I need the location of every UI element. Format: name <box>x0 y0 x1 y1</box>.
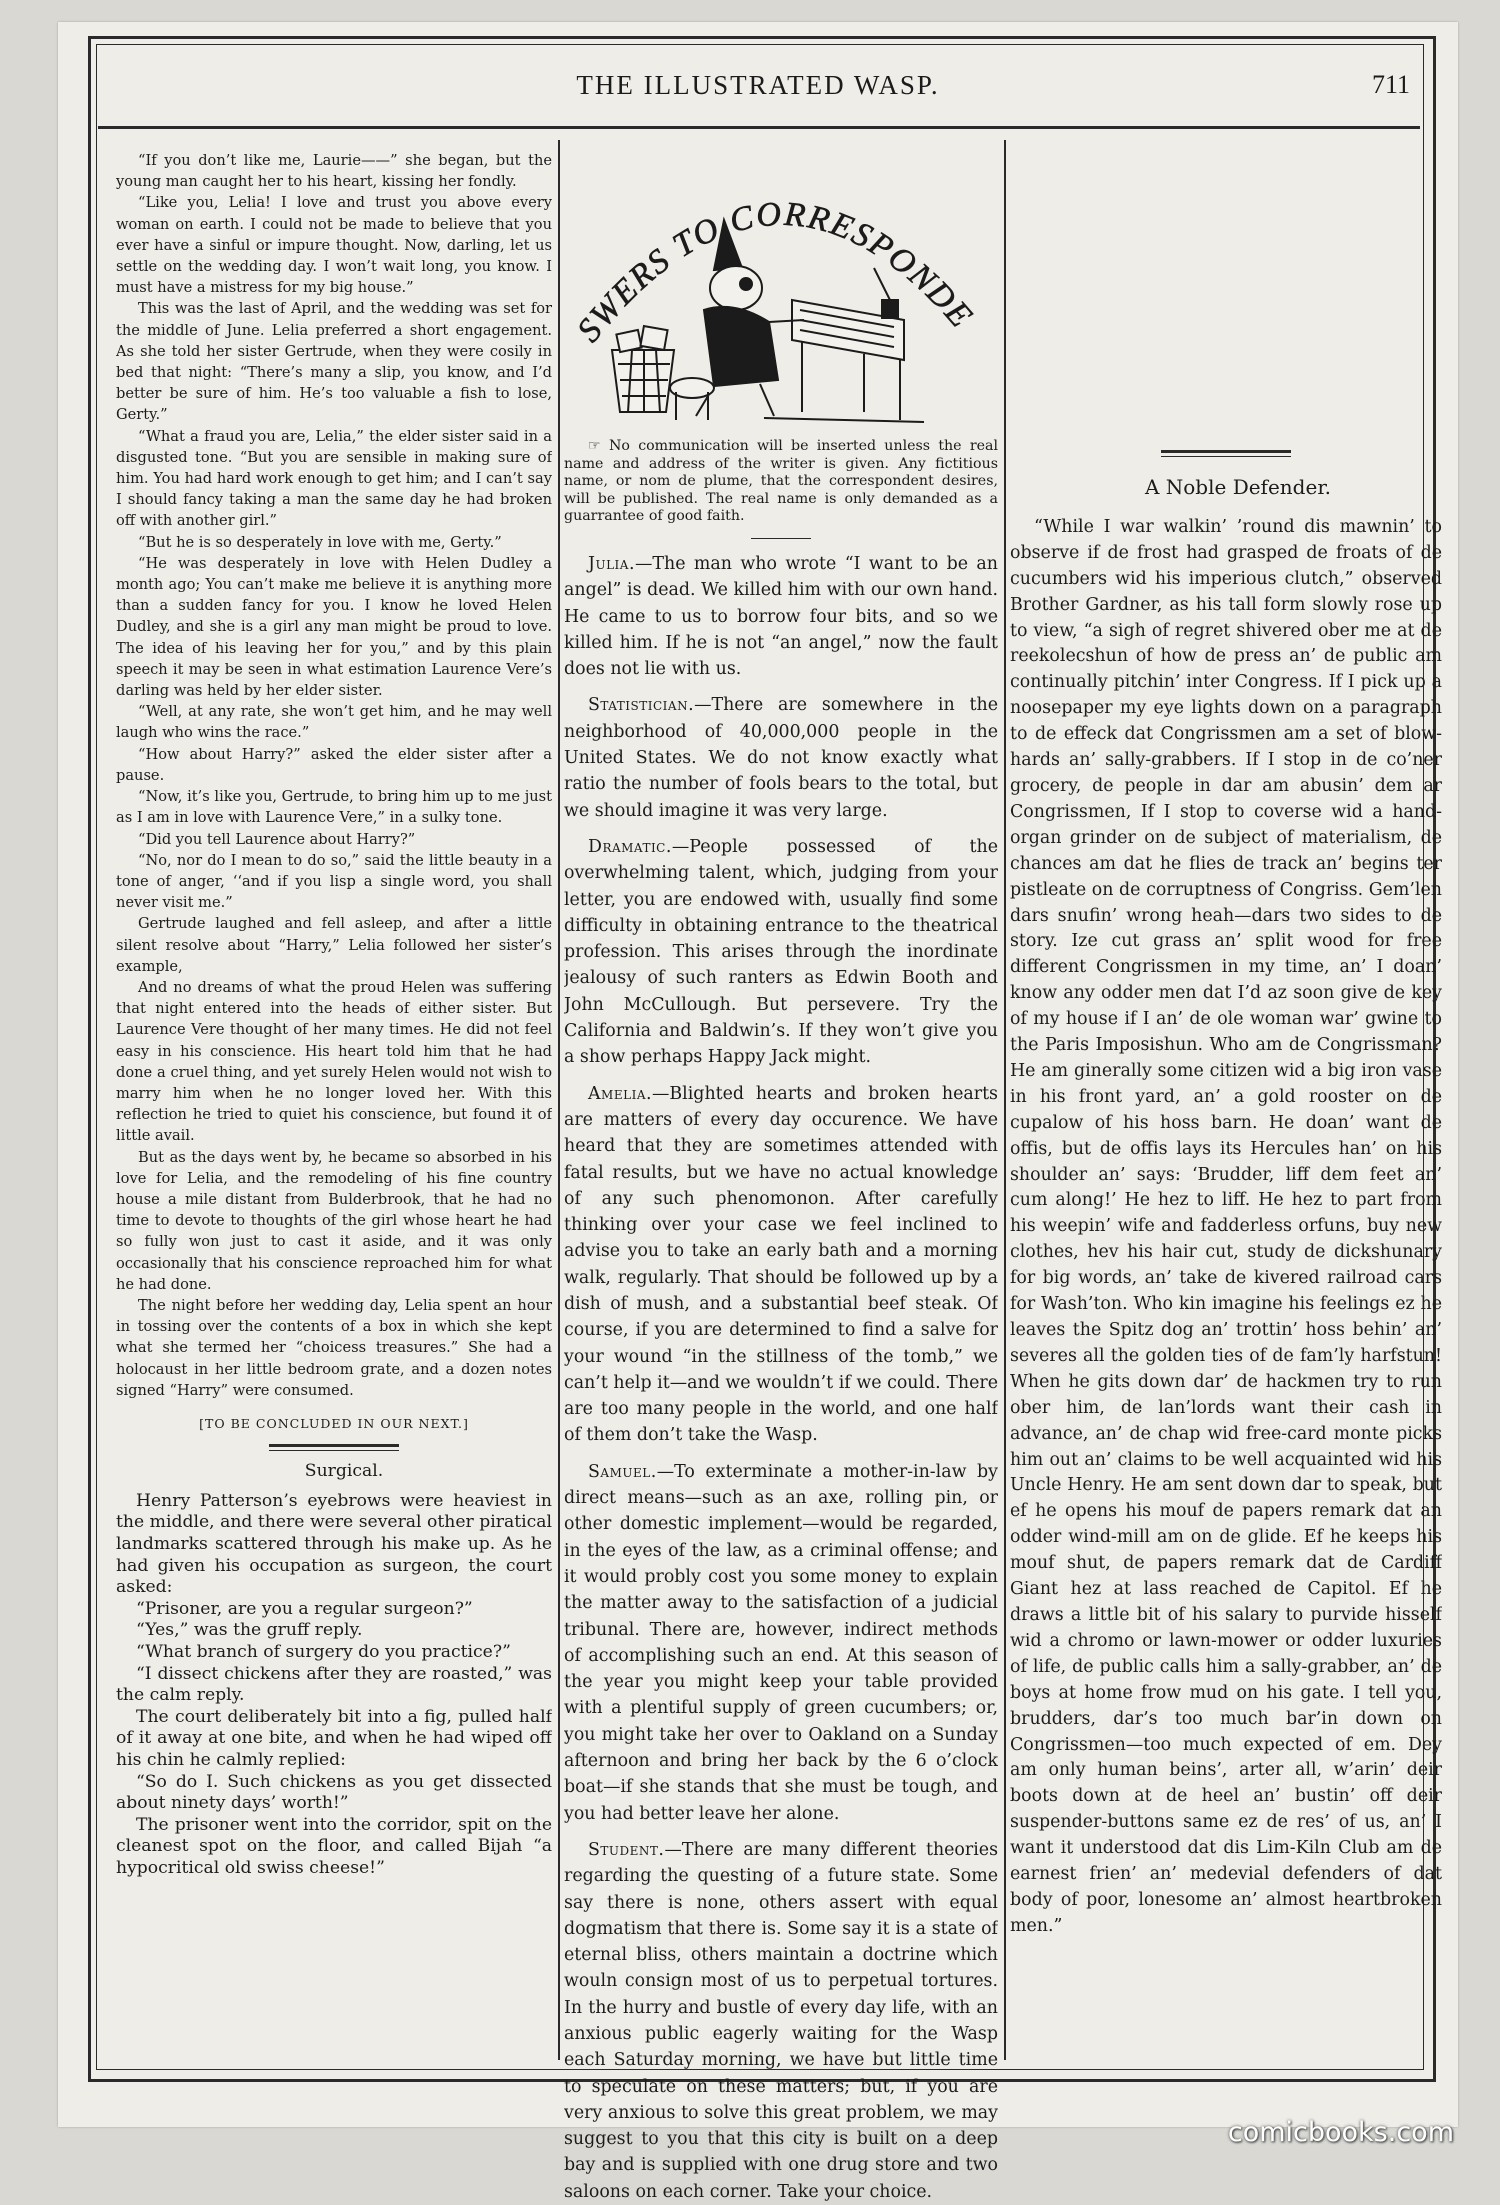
article-paragraph: “While I war walkin’ ’round dis mawnin’ to observe if de frost had grasped de froats of de cucumbers wid his imperious clutch,” observed Brother Gardner, as his tall form slowly rose up to view, “a sigh of regret shivered ober me at de reekolecshun of how de press an’ de public am continually pitchin’ inter Congress. If I pick up a noosepaper my eye lights down on a paragraph to de effeck dat Congrissmen am a set of blow-hards an’ sally-grabbers. If I stop in de co’ner grocery, de people in dar am abusin’ dem ar Congrissmen, If I stop to coverse wid a hand-organ grinder on de subject of materialism, de chances am dat he flies de track an’ begins ter pistleate on de corruptness of Congriss. Gem’len dars snufin’ wrong heah—dars two sides to de story. Ize cut grass an’ split wood for free different Congrissmen in my time, an’ I doan’ know any odder men dat I’d az soon give de key of my house if I an’ de ole woman war’ gwine to the Paris Imposishun. Who am de Congrissman? He am ginerally some citizen wid a big iron vase in his front yard, an’ a gold rooster on de cupalow of his hoss barn. He doan’ want de offis, but de offis lays its Hercules han’ on his shoulder an’ says: ‘Brudder, liff dem feet an’ cum along!’ He hez to liff. He hez to part from his weepin’ wife and fadderless orfuns, buy new clothes, hev his hair cut, study de dickshunary for big words, an’ take de kivered railroad cars for Wash’ton. Who kin imagine his feelings ez he leaves the Spitz dog an’ trottin’ hoss behin’ an’ severes all the golden ties of de fam’ly harfstun! When he gits down dar’ de hackmen try to run ober him, de lan’lords want their cash in advance, an’ de chap wid free-card monte picks him out an’ claims to be well acquainted wid his Uncle Henry. He am sent down dar to speak, but ef he opens his mouf de papers remark dat an odder wind-mill am on de glide. Ef he keeps his mouf shut, de papers remark dat de Cardiff Giant hez at lass reached de Capitol. Ef he draws a little bit of his salary to purvide hisself wid a chromo or lawn-mower or odder luxuries of life, de public calls him a sally-grabber, an’ de boys at home frow mud on his gate. I tell you, brudders, dar’s too much bar’in down on Congrissmen—too much expected of em. Dey am only human beins’, arter all, w’arin’ deir boots down at de heel an’ bustin’ off deir suspender-buttons same ez de res’ of us, an’ I want it understood dat dis Lim-Kiln Club am de earnest frien’ an’ medevial defenders of dat body of poor, lonesome an’ almost heartbroken men.” <box>1010 515 1442 1940</box>
correspondent-name: Julia. <box>588 554 635 574</box>
page-number: 711 <box>1372 70 1410 100</box>
story-paragraph: Gertrude laughed and fell asleep, and after a little silent resolve about “Harry,” Lelia followed her sister’s example, <box>116 913 552 977</box>
header-rule <box>98 126 1420 129</box>
answer-entry <box>564 551 998 682</box>
column-left <box>116 150 552 1879</box>
story-paragraph: “Like you, Lelia! I love and trust you above every woman on earth. I could not be made to believe that you ever have a sinful or impure thought. Now, darling, let us settle on the wedding day. I won’t wait long, you know. I must have a mistress for my big house.” <box>116 192 552 298</box>
column-right <box>1010 150 1442 1940</box>
answers-notice: ☞ No communication will be inserted unless the real name and address of the writer is given. Any fictitious name, or nom de plume, that the correspondent desires, will be published. The real name is only demanded as a guarrantee of good faith. <box>564 438 998 526</box>
story-paragraph: And no dreams of what the proud Helen was suffering that night entered into the heads of either sister. But Laurence Vere thought of her many times. He did not feel easy in his conscience. His heart told him that he had done a cruel thing, and yet surely Helen would not wish to marry him when he no longer loved her. With this reflection he tried to quiet his conscience, but found it of little avail. <box>116 977 552 1147</box>
article-heading: Surgical. <box>116 1461 552 1483</box>
banner-title: SWERS TO CORRESPONDE <box>564 150 980 349</box>
waste-basket-icon <box>612 326 674 412</box>
section-rule <box>269 1444 399 1451</box>
newspaper-page <box>58 22 1458 2127</box>
answer-entry <box>564 692 998 823</box>
story-paragraph: “He was desperately in love with Helen Dudley a month ago; You can’t make me believe it is anything more than a sudden fancy for you. I know he loved Helen Dudley, and she is a girl any man might be proud to love. The idea of his leaving her for you,” and by this plain speech it may be seen in what estimation Laurence Vere’s darling was held by her elder sister. <box>116 553 552 701</box>
answer-text: —There are somewhere in the neighborhood of 40,000,000 people in the United States. We do not know exactly what ratio the number of fools bears to the total, but we should imagine it was very large. <box>564 695 998 820</box>
watermark: comicbooks.com <box>1228 2117 1454 2148</box>
article-heading: A Noble Defender. <box>1010 475 1442 501</box>
article-paragraph: Henry Patterson’s eyebrows were heaviest in the middle, and there were several other piratical landmarks scattered through his make up. As he had given his occupation as surgeon, the court asked: <box>116 1491 552 1599</box>
answer-entry <box>564 834 998 1071</box>
publication-title: THE ILLUSTRATED WASP. <box>98 70 1418 101</box>
answer-text: —The man who wrote “I want to be an angel” is dead. We killed him with our own hand. He came to us to borrow four bits, and so we killed him. If he is not “an angel,” now the fault does not lie with us. <box>564 554 998 679</box>
story-paragraph: This was the last of April, and the wedding was set for the middle of June. Lelia preferred a short engagement. As she told her sister Gertrude, when they were cosily in bed that night: “There’s many a slip, you know, and I’d better be sure of him. He’s too valuable a fish to lose, Gerty.” <box>116 298 552 425</box>
story-paragraph: “If you don’t like me, Laurie——” she began, but the young man caught her to his heart, kissing her fondly. <box>116 150 552 192</box>
article-paragraph: “What branch of surgery do you practice?” <box>116 1642 552 1664</box>
article-paragraph: The court deliberately bit into a fig, pulled half of it away at one bite, and when he had wiped off his chin he calmly replied: <box>116 1707 552 1772</box>
story-paragraph: “No, nor do I mean to do so,” said the little beauty in a tone of anger, ‘‘and if you lisp a single word, you shall never visit me.” <box>116 850 552 914</box>
article-paragraph: “So do I. Such chickens as you get dissected about ninety days’ worth!” <box>116 1772 552 1815</box>
correspondent-name: Dramatic. <box>588 837 672 857</box>
correspondent-name: Samuel. <box>588 1462 657 1482</box>
article-paragraph: The prisoner went into the corridor, spit on the cleanest spot on the floor, and called Bijah “a hypocritical old swiss cheese!” <box>116 1815 552 1880</box>
answer-text: —Blighted hearts and broken hearts are matters of every day occurence. We have heard that they are sometimes attended with fatal results, but we have no actual knowledge of any such phenomonon. After carefully thinking over your case we feel inclined to advise you to take an early bath and a morning walk, regularly. That should be followed up by a dish of mush, and a substantial beef steak. Of course, if you are determined to find a salve for your wound “in the stillness of the tomb,” we can’t help it—and we wouldn’t if we could. There are too many people in the world, and one half of them don’t take the Wasp. <box>564 1084 998 1446</box>
section-rule <box>1161 450 1291 457</box>
story-paragraph: But as the days went by, he became so absorbed in his love for Lelia, and the remodeling of his fine country house a mile distant from Bulderbrook, that he had no time to devote to thoughts of the girl whose heart he had so fully won just to cast it aside, and it was only occasionally that his conscience reproached him for what he had done. <box>116 1147 552 1295</box>
story-paragraph: “But he is so desperately in love with me, Gerty.” <box>116 532 552 553</box>
correspondent-name: Amelia. <box>588 1084 652 1104</box>
page-header <box>98 70 1418 110</box>
column-middle <box>564 150 998 2205</box>
answers-banner-illustration <box>564 150 998 430</box>
story-paragraph: “Did you tell Laurence about Harry?” <box>116 829 552 850</box>
article-paragraph: “Yes,” was the gruff reply. <box>116 1620 552 1642</box>
answer-entry <box>564 1837 998 2205</box>
story-paragraph: “Now, it’s like you, Gertrude, to bring him up to me just as I am in love with Laurence Vere,” in a sulky tone. <box>116 786 552 828</box>
correspondent-name: Statistician. <box>588 695 694 715</box>
answer-text: —People possessed of the overwhelming talent, which, judging from your letter, you are endowed with, usually find some difficulty in obtaining entrance to the theatrical profession. This arises through the inordinate jealousy of such ranters as Edwin Booth and John McCullough. But persevere. Try the California and Baldwin’s. If they won’t give you a show perhaps Happy Jack might. <box>564 837 998 1067</box>
answer-text: —There are many different theories regarding the questing of a future state. Some say there is none, others assert with equal dogmatism that there is. Some say it is a state of eternal bliss, others maintain a doctrine which wouln consign most of us to perpetual tortures. In the hurry and bustle of every day life, with an anxious public eagerly waiting for the Wasp each Saturday morning, we have but little time to speculate on these matters; but, if you are very anxious to solve this great problem, we may suggest to you that this city is built on a deep bay and is supplied with one drug store and two saloons on each corner. Take your choice. <box>564 1840 998 2202</box>
correspondent-name: Student. <box>588 1840 664 1860</box>
story-continued <box>116 150 552 1434</box>
continued-note: [TO BE CONCLUDED IN OUR NEXT.] <box>116 1413 552 1434</box>
notice-rule <box>751 538 811 539</box>
story-paragraph: “Well, at any rate, she won’t get him, and he may well laugh who wins the race.” <box>116 701 552 743</box>
column-divider <box>1004 140 1006 2060</box>
surgical-article <box>116 1461 552 1879</box>
article-paragraph: “Prisoner, are you a regular surgeon?” <box>116 1599 552 1621</box>
answers-list <box>564 551 998 2205</box>
answer-entry <box>564 1459 998 1827</box>
story-paragraph: The night before her wedding day, Lelia spent an hour in tossing over the contents of a box in which she kept what she termed her “choicess treasures.” She had a holocaust in her little bedroom grate, and a dozen notes signed “Harry” were consumed. <box>116 1295 552 1401</box>
answer-entry <box>564 1081 998 1449</box>
article-paragraph: “I dissect chickens after they are roasted,” was the calm reply. <box>116 1664 552 1707</box>
column-divider <box>558 140 560 2060</box>
writing-desk-icon <box>764 268 924 422</box>
story-paragraph: “What a fraud you are, Lelia,” the elder sister said in a disgusted tone. “But you are sensible in making sure of him. You had hard work enough to get him; and I can’t say I should fancy taking a man the same day he had broken off with another girl.” <box>116 426 552 532</box>
story-paragraph: “How about Harry?” asked the elder sister after a pause. <box>116 744 552 786</box>
answer-text: —To exterminate a mother-in-law by direct means—such as an axe, rolling pin, or other domestic implement—would be regarded, in the eyes of the law, as a criminal offense; and it would probly cost you some money to explain the matter away to the satisfaction of a judicial tribunal. There are, however, indirect methods of accomplishing such an end. At this season of the year you might keep your table provided with a plentiful supply of green cucumbers; or, you might take her over to Oakland on a Sunday afternoon and bring her back by the 6 o’clock boat—if she stands that she must be tough, and you had better leave her alone. <box>564 1462 998 1824</box>
